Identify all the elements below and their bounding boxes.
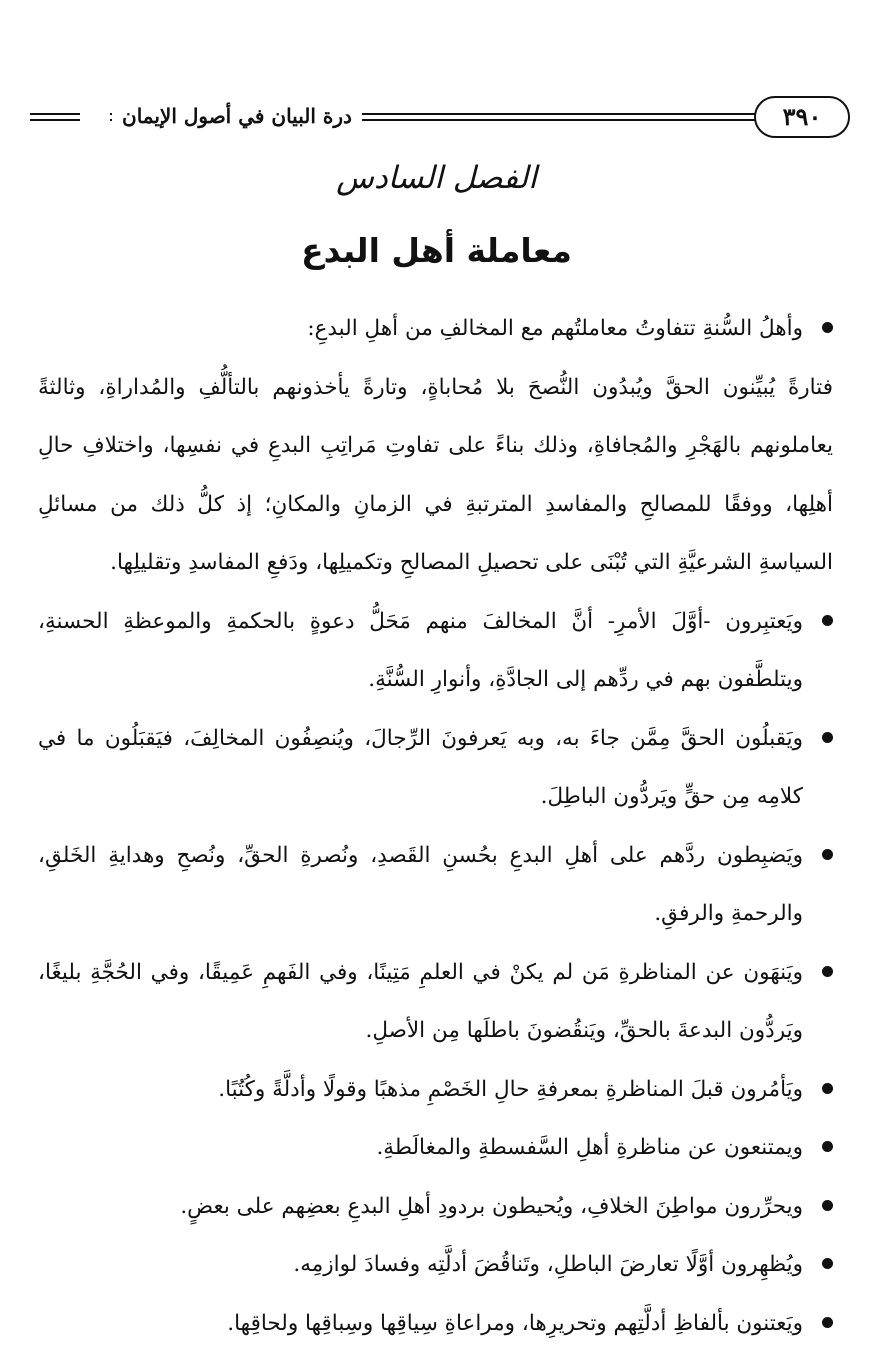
list-item [38,1119,833,1178]
book-title: درة البيان في أصول الإيمان [112,98,362,134]
paragraph-text: ويَعتبِرون -أوَّلَ الأمرِ- أنَّ المخالفَ منهم مَحَلُّ دعوةٍ بالحكمةِ والموعظةِ الحسنةِ، ويتلطَّفون بهم في ردِّهم إلى الجادَّةِ، وأنوارِ السُّنَّةِ. [38,608,803,692]
paragraph [38,359,833,593]
section-title: معاملة أهل البدع [301,231,572,270]
paragraph-text: وأهلُ السُّنةِ تتفاوتُ معاملتُهم مع المخالفِ من أهلِ البدعِ: [307,316,803,341]
chapter-title: الفصل السادس [336,160,537,196]
list-item [38,1061,833,1120]
paragraph-text: ويَقبلُون الحقَّ مِمَّن جاءَ به، وبه يَعرفونَ الرِّجالَ، ويُنصِفُون المخالِفَ، فيَقبَلُون ما في كلامِه مِن حقٍّ ويَردُّون الباطِلَ. [38,725,803,809]
list-item [38,710,833,827]
list-item [38,827,833,944]
list-item [38,1295,833,1354]
page-number: ٣٩٠ [754,96,850,138]
bullet-icon [822,1317,833,1328]
list-item [38,944,833,1061]
paragraph-text: ويحرِّرون مواطِنَ الخلافِ، ويُحيطون بردودِ أهلِ البدعِ بعضِهم على بعضٍ. [180,1193,803,1219]
paragraph-text: ويَعتنون بألفاظِ أدلَّتِهم وتحريرِها، ومراعاةِ سِياقِها وسِباقِها ولحاقِها. [227,1310,803,1336]
header-rule-end [80,104,110,130]
paragraph-text: فتارةً يُبيِّنون الحقَّ ويُبدُون النُّصحَ بلا مُحاباةٍ، وتارةً يأخذونهم بالتألُّفِ والمُداراةِ، وثالثةً يعاملونهم بالهَجْرِ والمُجافاةِ، وذلك بناءً على تفاوتِ مَراتِبِ البدعِ في نفسِها، واختلافِ حالِ أهلِها، ووفقًا للمصالحِ والمفاسدِ المترتبةِ في الزمانِ والمكانِ؛ إذ كلُّ ذلك من مسائلِ السياسةِ الشرعيَّةِ التي تُبْنَى على تحصيلِ المصالحِ وتكميلِها، ودَفعِ المفاسدِ وتقليلِها. [38,374,833,575]
paragraph-text: ويَضبِطون ردَّهم على أهلِ البدعِ بحُسنِ القَصدِ، ونُصرةِ الحقِّ، ونُصحِ وهدايةِ الخَلقِ، والرحمةِ والرفقِ. [38,842,803,926]
body-text [38,300,833,1353]
list-item [38,593,833,710]
bullet-icon [822,732,833,743]
list-item [38,300,833,359]
running-header [30,96,850,142]
paragraph-text: ويَأمُرون قبلَ المناظرةِ بمعرفةِ حالِ الخَصْمِ مذهبًا وقولًا وأدلَّةً وكُتُبًا. [218,1076,803,1102]
bullet-icon [822,966,833,977]
paragraph-text: ويمتنعون عن مناظرةِ أهلِ السَّفسطةِ والمغالَطةِ. [376,1135,803,1160]
bullet-icon [822,1141,833,1152]
paragraph-text: ويَنهَون عن المناظرةِ مَن لم يكنْ في العلمِ مَتِينًا، وفي الفَهمِ عَمِيقًا، وفي الحُجَّةِ بليغًا، ويَردُّون البدعةَ بالحقِّ، ويَنقُضونَ باطلَها مِن الأصلِ. [38,959,803,1043]
bullet-icon [822,1200,833,1211]
list-item [38,1236,833,1295]
bullet-icon [822,1083,833,1094]
bullet-icon [822,1258,833,1269]
bullet-icon [822,849,833,860]
list-item [38,1178,833,1237]
bullet-icon [822,322,833,333]
paragraph-text: ويُظهِرون أوَّلًا تعارضَ الباطلِ، وتَناقُضَ أدلَّتِه وفسادَ لوازمِه. [293,1252,803,1277]
bullet-icon [822,615,833,626]
